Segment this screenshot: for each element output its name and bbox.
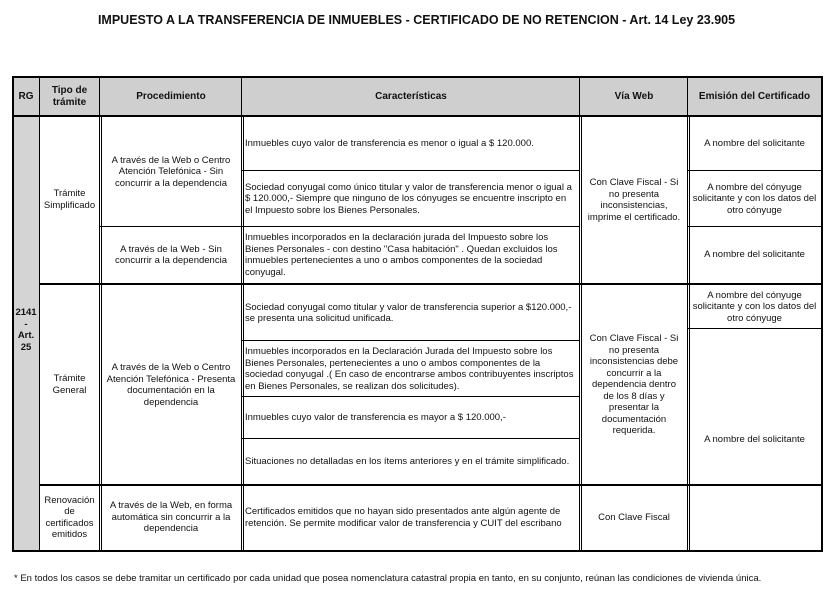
car-divider-3 [242, 340, 580, 341]
emision-general-1: A nombre del cónyuge solicitante y con los datos del otro cónyuge [692, 289, 817, 324]
em-divider-1 [688, 170, 821, 171]
proc-simplificado-2: A través de la Web - Sin concurrir a la dependencia [115, 243, 227, 266]
proc-renovacion: A través de la Web, en forma automática sin concurrir a la dependencia [109, 500, 233, 535]
table-border-left [12, 76, 14, 552]
table-border-right [821, 76, 823, 552]
section-divider-1 [39, 283, 822, 285]
car-simplificado-3: Inmuebles incorporados en la declaración jurada del Impuesto sobre los Bienes Personales - con destino "Casa habitación" . Quedan excluidos los inmuebles pertenecientes a uno o ambos componentes de la sociedad conyugal. [245, 232, 558, 278]
footnote: * En todos los casos se debe tramitar un certificado por cada unidad que posea nomenclatura catastral propia en tanto, en su conjunto, reúnan las condiciones de vivienda única. [14, 573, 762, 584]
header-caracteristicas: Características [242, 77, 580, 116]
header-rg: RG [13, 77, 39, 116]
header-tipo: Tipo de trámite [39, 77, 100, 116]
car-general-4: Situaciones no detalladas en los ítems anteriores y en el trámite simplificado. [245, 456, 570, 468]
table-border-bottom [12, 550, 822, 552]
car-renovacion: Certificados emitidos que no hayan sido presentados ante algún agente de retención. Se permite modificar valor de transferencia y CUIT del escribano [245, 506, 562, 529]
header-divider [12, 115, 822, 117]
car-divider-5 [242, 438, 580, 439]
via-renovacion: Con Clave Fiscal [598, 511, 670, 523]
section-divider-2 [39, 484, 822, 486]
emision-simplificado-3: A nombre del solicitante [704, 249, 805, 261]
tipo-general: Trámite General [52, 373, 87, 396]
col-line-3 [241, 76, 242, 551]
car-divider-2 [242, 226, 580, 227]
car-divider-1 [242, 170, 580, 171]
col-line-2 [99, 76, 100, 551]
col-line-1 [39, 76, 40, 551]
emision-simplificado-2: A nombre del cónyuge solicitante y con los datos del otro cónyuge [692, 181, 817, 216]
car-general-2: Inmuebles incorporados en la Declaración Jurada del Impuesto sobre los Bienes Personales, pertenecientes a uno o ambos componentes de la sociedad conyugal .( En caso de encontrarse ambos contribuyentes inscriptos en Bienes Personales, se realizan dos solicitudes). [245, 346, 574, 392]
rg-value: 2141 - Art. 25 [15, 307, 37, 353]
header-via-web: Vía Web [580, 77, 688, 116]
table-border-top [12, 76, 822, 78]
col-line-5 [687, 76, 688, 551]
car-general-3: Inmuebles cuyo valor de transferencia es mayor a $ 120.000,- [245, 412, 506, 424]
emision-general-2: A nombre del solicitante [704, 433, 805, 445]
car-divider-4 [242, 396, 580, 397]
via-simplificado: Con Clave Fiscal - Si no presenta inconsistencias, imprime el certificado. [587, 177, 681, 223]
proc-divider [100, 226, 242, 227]
col-line-4 [579, 76, 580, 551]
header-procedimiento: Procedimiento [100, 77, 242, 116]
proc-general: A través de la Web o Centro Atención Telefónica - Presenta documentación en la dependencia [106, 362, 236, 408]
page-title: IMPUESTO A LA TRANSFERENCIA DE INMUEBLES - CERTIFICADO DE NO RETENCION - Art. 14 Ley 23.905 [97, 13, 736, 27]
em-divider-3 [688, 328, 821, 329]
emision-simplificado-1: A nombre del solicitante [704, 138, 805, 150]
em-divider-2 [688, 226, 821, 227]
header-emision: Emisión del Certificado [688, 77, 821, 116]
via-general: Con Clave Fiscal - Si no presenta inconsistencias debe concurrir a la dependencia dentro de los 8 días y presentar la documentación requerida. [589, 333, 679, 437]
car-simplificado-1: Inmuebles cuyo valor de transferencia es menor o igual a $ 120.000. [245, 138, 534, 150]
car-general-1: Sociedad conyugal como titular y valor de transferencia superior a $120.000,- se presenta una solicitud unificada. [245, 301, 572, 324]
proc-simplificado-1: A través de la Web o Centro Atención Telefónica - Sin concurrir a la dependencia [111, 154, 231, 189]
tipo-renovacion: Renovación de certificados emitidos [44, 494, 95, 540]
car-simplificado-2: Sociedad conyugal como único titular y valor de transferencia menor o igual a $ 120.000,- Siempre que ninguno de los cónyuges se encuentre inscripto en el Impuesto sobre los Bienes Personales. [245, 181, 572, 216]
tipo-simplificado: Trámite Simplificado [43, 188, 96, 211]
